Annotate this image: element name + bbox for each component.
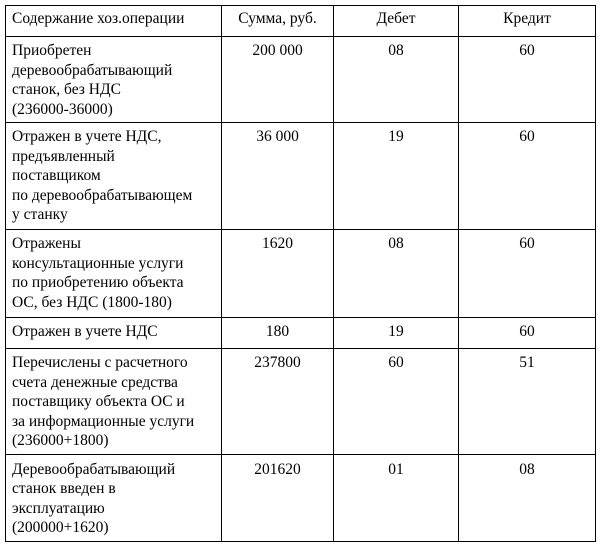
row-credit: 60 xyxy=(459,318,596,349)
row-debit: 60 xyxy=(334,349,459,455)
row-description: Деревообрабатывающий станок введен в эксплуатацию (200000+1620) xyxy=(6,454,222,541)
table-header-row xyxy=(6,6,596,37)
row-amount: 1620 xyxy=(222,230,334,318)
row-description: Перечислены с расчетного счета денежные средства поставщику объекта ОС и за информационные услуги (236000+1800) xyxy=(6,349,222,455)
header-description: Содержание хоз.операции xyxy=(6,6,222,37)
row-credit: 60 xyxy=(459,230,596,318)
row-description: Отражены консультационные услуги по приобретению объекта ОС, без НДС (1800-180) xyxy=(6,230,222,318)
table-row xyxy=(6,318,596,349)
row-description: Отражен в учете НДС, предъявленный поставщиком по деревообрабатывающем у станку xyxy=(6,123,222,230)
accounting-entries-table xyxy=(5,5,596,542)
row-debit: 08 xyxy=(334,230,459,318)
row-description: Приобретен деревообрабатывающий станок, без НДС (236000-36000) xyxy=(6,37,222,123)
row-amount: 180 xyxy=(222,318,334,349)
row-amount: 36 000 xyxy=(222,123,334,230)
row-description: Отражен в учете НДС xyxy=(6,318,222,349)
row-debit: 08 xyxy=(334,37,459,123)
row-amount: 200 000 xyxy=(222,37,334,123)
table-row xyxy=(6,230,596,318)
row-amount: 201620 xyxy=(222,454,334,541)
row-credit: 60 xyxy=(459,37,596,123)
table-row xyxy=(6,123,596,230)
header-amount: Сумма, руб. xyxy=(222,6,334,37)
row-debit: 19 xyxy=(334,123,459,230)
row-amount: 237800 xyxy=(222,349,334,455)
row-debit: 01 xyxy=(334,454,459,541)
row-credit: 51 xyxy=(459,349,596,455)
row-credit: 60 xyxy=(459,123,596,230)
row-credit: 08 xyxy=(459,454,596,541)
row-debit: 19 xyxy=(334,318,459,349)
table-row xyxy=(6,37,596,123)
header-credit: Кредит xyxy=(459,6,596,37)
table-row xyxy=(6,349,596,455)
header-debit: Дебет xyxy=(334,6,459,37)
table-row xyxy=(6,454,596,541)
